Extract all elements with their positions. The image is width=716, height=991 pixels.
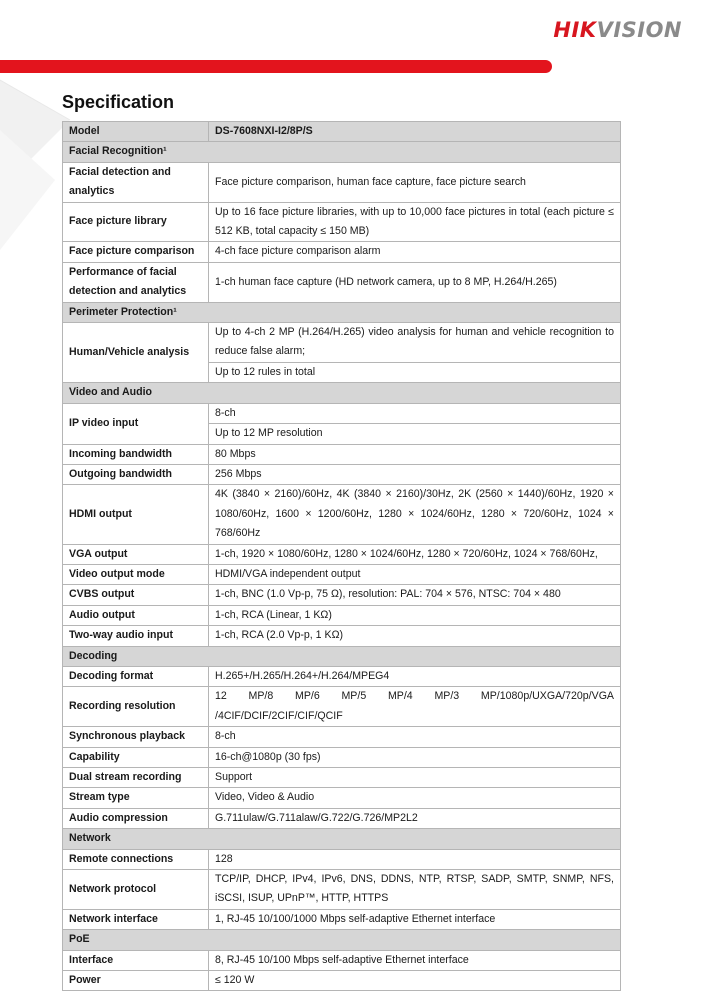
section-title: Decoding (63, 646, 621, 666)
spec-value: Up to 4-ch 2 MP (H.264/H.265) video analysis for human and vehicle recognition to reduce false alarm; (209, 323, 621, 363)
table-row (63, 605, 621, 625)
spec-label: Audio output (63, 605, 209, 625)
table-row (63, 262, 621, 302)
spec-label: CVBS output (63, 585, 209, 605)
table-row (63, 403, 621, 423)
table-row (63, 666, 621, 686)
spec-label: Audio compression (63, 808, 209, 828)
spec-label: Two-way audio input (63, 626, 209, 646)
spec-label: Remote connections (63, 849, 209, 869)
spec-value: G.711ulaw/G.711alaw/G.722/G.726/MP2L2 (209, 808, 621, 828)
table-row (63, 768, 621, 788)
specification-table (62, 121, 621, 991)
hikvision-logo (553, 18, 682, 42)
spec-label: Interface (63, 950, 209, 970)
spec-value: 1-ch, RCA (Linear, 1 KΩ) (209, 605, 621, 625)
table-row (63, 242, 621, 262)
spec-label: Dual stream recording (63, 768, 209, 788)
spec-label: Face picture library (63, 202, 209, 242)
spec-value: Up to 12 rules in total (209, 362, 621, 382)
table-row (63, 727, 621, 747)
spec-value: 12 MP/8 MP/6 MP/5 MP/4 MP/3 MP/1080p/UXGA/720p/VGA /4CIF/DCIF/2CIF/CIF/QCIF (209, 687, 621, 727)
section-header-row (63, 646, 621, 666)
table-row (63, 162, 621, 202)
table-row (63, 909, 621, 929)
spec-value: 8-ch (209, 727, 621, 747)
spec-value: ≤ 120 W (209, 971, 621, 991)
spec-label: Decoding format (63, 666, 209, 686)
section-header-row (63, 302, 621, 322)
spec-value: 80 Mbps (209, 444, 621, 464)
table-row (63, 626, 621, 646)
section-title: Facial Recognition¹ (63, 142, 621, 162)
table-header-row (63, 122, 621, 142)
spec-value: 16-ch@1080p (30 fps) (209, 747, 621, 767)
logo-part-hik: HIK (553, 18, 597, 42)
spec-label: Incoming bandwidth (63, 444, 209, 464)
table-row (63, 323, 621, 363)
spec-label: Capability (63, 747, 209, 767)
table-row (63, 444, 621, 464)
spec-label: VGA output (63, 544, 209, 564)
section-title: Perimeter Protection¹ (63, 302, 621, 322)
page-title: Specification (62, 92, 175, 112)
spec-label: Network protocol (63, 870, 209, 910)
spec-value: Video, Video & Audio (209, 788, 621, 808)
section-header-row (63, 829, 621, 849)
spec-value: 128 (209, 849, 621, 869)
spec-value: 256 Mbps (209, 464, 621, 484)
spec-value: Face picture comparison, human face capture, face picture search (209, 162, 621, 202)
spec-value: 4-ch face picture comparison alarm (209, 242, 621, 262)
table-row (63, 950, 621, 970)
table-row (63, 808, 621, 828)
spec-value: HDMI/VGA independent output (209, 564, 621, 584)
spec-value: 8, RJ-45 10/100 Mbps self-adaptive Ethernet interface (209, 950, 621, 970)
table-row (63, 971, 621, 991)
table-row (63, 464, 621, 484)
table-row (63, 544, 621, 564)
spec-label: Network interface (63, 909, 209, 929)
spec-value: 1, RJ-45 10/100/1000 Mbps self-adaptive Ethernet interface (209, 909, 621, 929)
section-header-row (63, 383, 621, 403)
section-header-row (63, 930, 621, 950)
spec-label: HDMI output (63, 485, 209, 544)
model-value: DS-7608NXI-I2/8P/S (209, 122, 621, 142)
table-row (63, 202, 621, 242)
section-title: PoE (63, 930, 621, 950)
spec-value: Up to 12 MP resolution (209, 424, 621, 444)
spec-label: Recording resolution (63, 687, 209, 727)
spec-label: Stream type (63, 788, 209, 808)
table-row (63, 585, 621, 605)
section-title: Network (63, 829, 621, 849)
spec-value: 1-ch human face capture (HD network camera, up to 8 MP, H.264/H.265) (209, 262, 621, 302)
spec-label: Video output mode (63, 564, 209, 584)
spec-label: Human/Vehicle analysis (63, 323, 209, 383)
section-title: Video and Audio (63, 383, 621, 403)
spec-label: Face picture comparison (63, 242, 209, 262)
spec-label: Outgoing bandwidth (63, 464, 209, 484)
spec-value: 4K (3840 × 2160)/60Hz, 4K (3840 × 2160)/30Hz, 2K (2560 × 1440)/60Hz, 1920 × 1080/60Hz, 1600 × 1200/60Hz, 1280 × 1024/60Hz, 1280 × 720/60Hz, 1024 × 768/60Hz (209, 485, 621, 544)
spec-label: Power (63, 971, 209, 991)
table-row (63, 485, 621, 544)
spec-value: Up to 16 face picture libraries, with up to 10,000 face pictures in total (each picture ≤ 512 KB, total capacity ≤ 150 MB) (209, 202, 621, 242)
spec-label: Facial detection and analytics (63, 162, 209, 202)
spec-value: 1-ch, BNC (1.0 Vp-p, 75 Ω), resolution: PAL: 704 × 576, NTSC: 704 × 480 (209, 585, 621, 605)
model-label: Model (63, 122, 209, 142)
spec-value: 1-ch, RCA (2.0 Vp-p, 1 KΩ) (209, 626, 621, 646)
spec-value: 8-ch (209, 403, 621, 423)
table-row (63, 687, 621, 727)
spec-value: Support (209, 768, 621, 788)
spec-label: IP video input (63, 403, 209, 444)
table-row (63, 788, 621, 808)
spec-label: Synchronous playback (63, 727, 209, 747)
spec-value: 1-ch, 1920 × 1080/60Hz, 1280 × 1024/60Hz, 1280 × 720/60Hz, 1024 × 768/60Hz, (209, 544, 621, 564)
table-row (63, 747, 621, 767)
table-row (63, 870, 621, 910)
spec-value: TCP/IP, DHCP, IPv4, IPv6, DNS, DDNS, NTP, RTSP, SADP, SMTP, SNMP, NFS, iSCSI, ISUP, UPnP™, HTTP, HTTPS (209, 870, 621, 910)
spec-value: H.265+/H.265/H.264+/H.264/MPEG4 (209, 666, 621, 686)
table-row (63, 849, 621, 869)
table-row (63, 564, 621, 584)
logo-part-vision: VISION (596, 18, 682, 42)
spec-label: Performance of facial detection and analytics (63, 262, 209, 302)
section-header-row (63, 142, 621, 162)
